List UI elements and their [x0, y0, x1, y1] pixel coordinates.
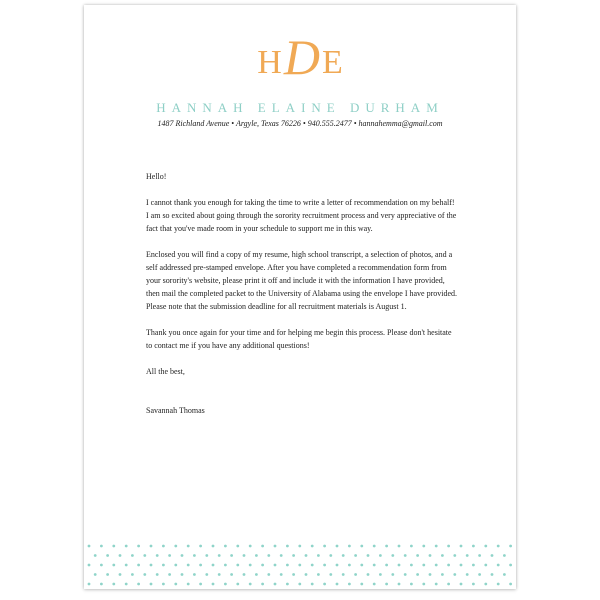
pattern-dot: [379, 554, 382, 557]
pattern-dot: [243, 573, 246, 576]
pattern-dot: [497, 545, 500, 548]
pattern-dot: [181, 573, 184, 576]
pattern-dot: [286, 545, 289, 548]
pattern-dot: [274, 583, 277, 586]
pattern-dot: [410, 564, 413, 567]
pattern-dot: [298, 564, 301, 567]
pattern-dot: [484, 564, 487, 567]
pattern-dot: [348, 583, 351, 586]
pattern-dot: [342, 573, 345, 576]
pattern-dot: [187, 583, 190, 586]
pattern-dot: [199, 545, 202, 548]
pattern-dot: [398, 545, 401, 548]
pattern-dot: [441, 573, 444, 576]
pattern-dot: [236, 545, 239, 548]
pattern-dot: [373, 545, 376, 548]
pattern-dot: [354, 554, 357, 557]
pattern-dot: [243, 554, 246, 557]
pattern-dot: [323, 583, 326, 586]
pattern-dot: [100, 564, 103, 567]
letterhead-name: HANNAH ELAINE DURHAM: [156, 100, 444, 115]
pattern-dot: [230, 554, 233, 557]
pattern-dot: [212, 545, 215, 548]
pattern-dot: [360, 583, 363, 586]
pattern-dot: [224, 583, 227, 586]
pattern-dot: [305, 554, 308, 557]
pattern-dot: [491, 554, 494, 557]
letter-paragraph: Enclosed you will find a copy of my resume, high school transcript, a selection of photos, and a self addressed pre-stamped envelope. After you have completed a recommendation form from your sorority's website, please print it off and include it with the information I have provided, then mail the completed packet to the University of Alabama using the envelope I have provided. Please note that the submission deadline for all recruitment materials is August 1.: [146, 250, 458, 311]
pattern-dot: [150, 545, 153, 548]
pattern-dot: [168, 573, 171, 576]
pattern-dot: [193, 573, 196, 576]
letter-signature: Savannah Thomas: [146, 406, 205, 415]
pattern-dot: [360, 545, 363, 548]
pattern-dot: [472, 564, 475, 567]
letter-body: [146, 170, 458, 430]
pattern-dot: [119, 573, 122, 576]
pattern-dot: [348, 564, 351, 567]
pattern-dot: [422, 564, 425, 567]
pattern-dot: [199, 583, 202, 586]
pattern-dot: [205, 554, 208, 557]
pattern-dot: [187, 564, 190, 567]
pattern-dot: [385, 545, 388, 548]
letter-paragraph: I cannot thank you enough for taking the time to write a letter of recommendation on my behalf! I am so excited about going through the sorority recruitment process and very appreciative of the fact that you've made room in your schedule to support me in this way.: [146, 198, 457, 233]
pattern-dot: [187, 545, 190, 548]
pattern-dot: [373, 583, 376, 586]
pattern-dot: [100, 545, 103, 548]
pattern-dot: [472, 545, 475, 548]
pattern-dot: [398, 583, 401, 586]
pattern-dot: [311, 583, 314, 586]
letter-closing: All the best,: [146, 367, 185, 376]
pattern-dot: [274, 564, 277, 567]
pattern-dot: [422, 583, 425, 586]
pattern-dot: [218, 554, 221, 557]
pattern-dot: [286, 564, 289, 567]
pattern-dot: [404, 573, 407, 576]
pattern-dot: [236, 583, 239, 586]
pattern-dot: [435, 583, 438, 586]
pattern-dot: [416, 554, 419, 557]
pattern-dot: [336, 583, 339, 586]
pattern-dot: [336, 545, 339, 548]
pattern-dot: [143, 554, 146, 557]
pattern-dot: [199, 564, 202, 567]
pattern-dot: [100, 583, 103, 586]
pattern-dot: [230, 573, 233, 576]
pattern-dot: [156, 554, 159, 557]
pattern-dot: [429, 554, 432, 557]
pattern-dot: [168, 554, 171, 557]
pattern-dot: [150, 564, 153, 567]
pattern-dot: [261, 564, 264, 567]
pattern-dot: [106, 573, 109, 576]
pattern-dot: [274, 545, 277, 548]
pattern-dot: [162, 583, 165, 586]
pattern-dot: [181, 554, 184, 557]
pattern-dot: [410, 545, 413, 548]
pattern-dot: [385, 583, 388, 586]
pattern-dot: [398, 564, 401, 567]
pattern-dot: [466, 573, 469, 576]
pattern-dot: [348, 545, 351, 548]
pattern-dot: [453, 573, 456, 576]
letterhead-address: 1487 Richland Avenue • Argyle, Texas 76226 • 940.555.2477 • hannahemma@gmail.com: [157, 119, 443, 128]
pattern-dot: [298, 583, 301, 586]
pattern-dot: [112, 545, 115, 548]
pattern-dot: [125, 583, 128, 586]
pattern-dot: [224, 545, 227, 548]
pattern-dot: [509, 564, 512, 567]
pattern-dot: [367, 554, 370, 557]
monogram-right-letter: E: [321, 44, 343, 81]
pattern-dot: [373, 564, 376, 567]
dot-pattern-footer: [84, 542, 516, 586]
pattern-dot: [391, 554, 394, 557]
pattern-dot: [298, 545, 301, 548]
pattern-dot: [143, 573, 146, 576]
pattern-dot: [336, 564, 339, 567]
pattern-dot: [236, 564, 239, 567]
pattern-dot: [156, 573, 159, 576]
pattern-dot: [131, 554, 134, 557]
pattern-dot: [249, 545, 252, 548]
pattern-dot: [137, 545, 140, 548]
pattern-dot: [305, 573, 308, 576]
letter-greeting: Hello!: [146, 172, 167, 181]
pattern-dot: [460, 583, 463, 586]
pattern-dot: [112, 583, 115, 586]
pattern-dot: [367, 573, 370, 576]
pattern-dot: [174, 583, 177, 586]
pattern-dot: [317, 573, 320, 576]
pattern-dot: [131, 573, 134, 576]
pattern-dot: [125, 564, 128, 567]
pattern-dot: [205, 573, 208, 576]
monogram: [84, 29, 516, 93]
pattern-dot: [422, 545, 425, 548]
pattern-dot: [112, 564, 115, 567]
pattern-dot: [267, 573, 270, 576]
pattern-dot: [354, 573, 357, 576]
pattern-dot: [447, 564, 450, 567]
pattern-dot: [317, 554, 320, 557]
pattern-dot: [255, 573, 258, 576]
pattern-dot: [435, 545, 438, 548]
pattern-dot: [460, 564, 463, 567]
pattern-dot: [280, 573, 283, 576]
pattern-dot: [137, 564, 140, 567]
pattern-dot: [379, 573, 382, 576]
pattern-dot: [429, 573, 432, 576]
pattern-dot: [162, 564, 165, 567]
pattern-dot: [329, 573, 332, 576]
pattern-dot: [491, 573, 494, 576]
pattern-dot: [261, 545, 264, 548]
pattern-dot: [224, 564, 227, 567]
letter-paragraph: Thank you once again for your time and for helping me begin this process. Please don't hesitate to contact me if you have any additional questions!: [146, 328, 452, 350]
pattern-dot: [267, 554, 270, 557]
pattern-dot: [94, 573, 97, 576]
pattern-dot: [509, 583, 512, 586]
pattern-dot: [88, 545, 91, 548]
pattern-dot: [466, 554, 469, 557]
pattern-dot: [292, 554, 295, 557]
pattern-dot: [503, 554, 506, 557]
pattern-dot: [360, 564, 363, 567]
pattern-dot: [218, 573, 221, 576]
pattern-dot: [484, 583, 487, 586]
pattern-dot: [342, 554, 345, 557]
pattern-dot: [292, 573, 295, 576]
pattern-dot: [119, 554, 122, 557]
pattern-dot: [212, 583, 215, 586]
pattern-dot: [311, 564, 314, 567]
pattern-dot: [261, 583, 264, 586]
pattern-dot: [193, 554, 196, 557]
pattern-dot: [311, 545, 314, 548]
pattern-dot: [249, 583, 252, 586]
pattern-dot: [441, 554, 444, 557]
pattern-dot: [404, 554, 407, 557]
pattern-dot: [174, 564, 177, 567]
pattern-dot: [88, 564, 91, 567]
letter-sheet: [84, 5, 516, 589]
pattern-dot: [497, 564, 500, 567]
pattern-dot: [286, 583, 289, 586]
pattern-dot: [137, 583, 140, 586]
pattern-dot: [447, 545, 450, 548]
monogram-center-letter: D: [283, 29, 320, 85]
pattern-dot: [329, 554, 332, 557]
pattern-dot: [497, 583, 500, 586]
pattern-dot: [460, 545, 463, 548]
pattern-dot: [162, 545, 165, 548]
pattern-dot: [88, 583, 91, 586]
pattern-dot: [503, 573, 506, 576]
pattern-dot: [323, 564, 326, 567]
pattern-dot: [416, 573, 419, 576]
pattern-dot: [125, 545, 128, 548]
pattern-dot: [106, 554, 109, 557]
pattern-dot: [447, 583, 450, 586]
monogram-left-letter: H: [257, 44, 282, 81]
pattern-dot: [94, 554, 97, 557]
pattern-dot: [150, 583, 153, 586]
pattern-dot: [391, 573, 394, 576]
pattern-dot: [509, 545, 512, 548]
pattern-dot: [255, 554, 258, 557]
pattern-dot: [478, 554, 481, 557]
pattern-dot: [385, 564, 388, 567]
pattern-dot: [174, 545, 177, 548]
pattern-dot: [484, 545, 487, 548]
pattern-dot: [280, 554, 283, 557]
pattern-dot: [249, 564, 252, 567]
pattern-dot: [212, 564, 215, 567]
pattern-dot: [453, 554, 456, 557]
pattern-dot: [435, 564, 438, 567]
pattern-dot: [472, 583, 475, 586]
pattern-dot: [323, 545, 326, 548]
pattern-dot: [478, 573, 481, 576]
pattern-dot: [410, 583, 413, 586]
